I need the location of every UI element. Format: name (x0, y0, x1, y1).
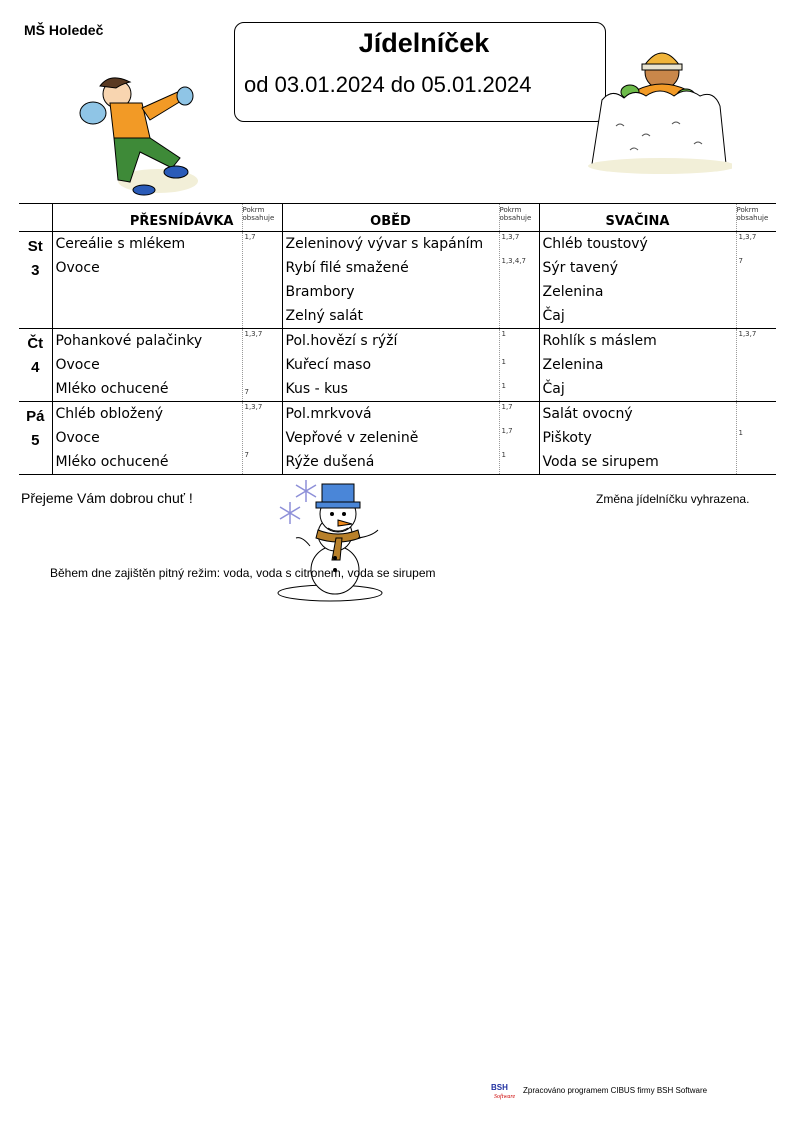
change-note: Změna jídelníčku vyhrazena. (596, 492, 750, 506)
food-item: Brambory (285, 284, 355, 300)
food-item: Chléb obložený (55, 406, 164, 422)
allergen-code: 1 (501, 451, 506, 459)
allergen-code: 1,3,7 (738, 330, 757, 338)
allergen-code: 1,3,7 (738, 233, 757, 241)
bsh-logo: BSH (491, 1083, 508, 1092)
day-name: Pá (26, 408, 45, 425)
food-item: Rybí filé smažené (285, 260, 409, 276)
lunch-allergens (499, 402, 539, 475)
allergen-code: 7 (738, 257, 743, 265)
allergen-code: 7 (244, 451, 249, 459)
food-item: Cereálie s mlékem (55, 236, 186, 252)
snowflake-icon (280, 480, 316, 524)
food-item: Čaj (542, 308, 565, 324)
food-item: Vepřové v zelenině (285, 430, 419, 446)
child-snow-fort-illustration (582, 40, 732, 175)
allergen-code: 1,3,7 (501, 233, 520, 241)
allergen-code: 7 (244, 388, 249, 396)
breakfast-allergens (242, 232, 282, 329)
bsh-logo-sub: Software (494, 1094, 516, 1100)
food-item: Salát ovocný (542, 406, 633, 422)
food-item: Mléko ochucené (55, 381, 169, 397)
snack-allergens (736, 232, 776, 329)
day-row-thursday (19, 329, 776, 402)
food-item: Ovoce (55, 430, 100, 446)
date-range: od 03.01.2024 do 05.01.2024 (244, 72, 532, 97)
allergen-code: 1,3,7 (244, 330, 263, 338)
menu-table (19, 203, 776, 475)
snowman-illustration (270, 478, 385, 603)
day-name: St (27, 238, 43, 255)
allergen-code: 1,3,4,7 (501, 257, 526, 265)
food-item: Kuřecí maso (285, 357, 372, 373)
allergen-code: 1,7 (501, 427, 513, 435)
day-row-wednesday (19, 232, 776, 329)
food-item: Mléko ochucené (55, 454, 169, 470)
snack-header: SVAČINA (539, 204, 736, 232)
allergen-code: 1,7 (244, 233, 256, 241)
footer-credit: Zpracováno programem CIBUS firmy BSH Software (523, 1086, 708, 1095)
lunch-cell (282, 329, 499, 402)
school-name: MŠ Holedeč (24, 22, 104, 38)
food-item: Kus - kus (285, 381, 348, 397)
food-item: Ovoce (55, 260, 100, 276)
allergen-code: 1 (738, 429, 743, 437)
drinking-regime-note: Během dne zajištěn pitný režim: voda, voda s citronem, voda se sirupem (50, 566, 436, 580)
food-item: Pohankové palačinky (55, 333, 203, 349)
breakfast-cell (52, 329, 242, 402)
food-item: Ovoce (55, 357, 100, 373)
lunch-header: OBĚD (282, 204, 499, 232)
allergen-code: 1,7 (501, 403, 513, 411)
food-item: Zelný salát (285, 308, 364, 324)
day-number: 5 (31, 432, 40, 449)
day-label (19, 232, 52, 329)
lunch-allergens (499, 232, 539, 329)
day-label (19, 402, 52, 475)
day-name: Čt (27, 335, 44, 352)
food-item: Chléb toustový (542, 236, 648, 252)
day-label (19, 329, 52, 402)
lunch-cell (282, 402, 499, 475)
food-item: Rýže dušená (285, 454, 375, 470)
food-item: Zelenina (542, 284, 604, 300)
food-item: Voda se sirupem (542, 454, 659, 470)
lunch-allergen-header: Pokrm obsahuje (499, 204, 539, 232)
snack-allergens (736, 329, 776, 402)
food-item: Zeleninový vývar s kapáním (285, 236, 484, 252)
breakfast-allergen-header: Pokrm obsahuje (242, 204, 282, 232)
lunch-cell (282, 232, 499, 329)
food-item: Rohlík s máslem (542, 333, 657, 349)
breakfast-allergens (242, 329, 282, 402)
food-item: Pol.mrkvová (285, 406, 372, 422)
snack-cell (539, 329, 736, 402)
bon-appetit-text: Přejeme Vám dobrou chuť ! (21, 490, 193, 506)
breakfast-cell (52, 232, 242, 329)
food-item: Sýr tavený (542, 260, 619, 276)
page-title: Jídelníček (358, 28, 490, 58)
allergen-code: 1 (501, 358, 506, 366)
child-snowball-illustration (70, 68, 200, 198)
snack-cell (539, 402, 736, 475)
snack-cell (539, 232, 736, 329)
day-number: 3 (31, 262, 40, 279)
allergen-code: 1,3,7 (244, 403, 263, 411)
breakfast-header: PŘESNÍDÁVKA (52, 204, 242, 232)
lunch-allergens (499, 329, 539, 402)
allergen-code: 1 (501, 382, 506, 390)
food-item: Pol.hovězí s rýží (285, 333, 398, 349)
food-item: Piškoty (542, 430, 592, 446)
breakfast-allergens (242, 402, 282, 475)
day-row-friday (19, 402, 776, 475)
food-item: Zelenina (542, 357, 604, 373)
allergen-code: 1 (501, 330, 506, 338)
table-header-row (19, 204, 776, 232)
snack-allergen-header: Pokrm obsahuje (736, 204, 776, 232)
day-number: 4 (31, 359, 40, 376)
snack-allergens (736, 402, 776, 475)
breakfast-cell (52, 402, 242, 475)
food-item: Čaj (542, 381, 565, 397)
